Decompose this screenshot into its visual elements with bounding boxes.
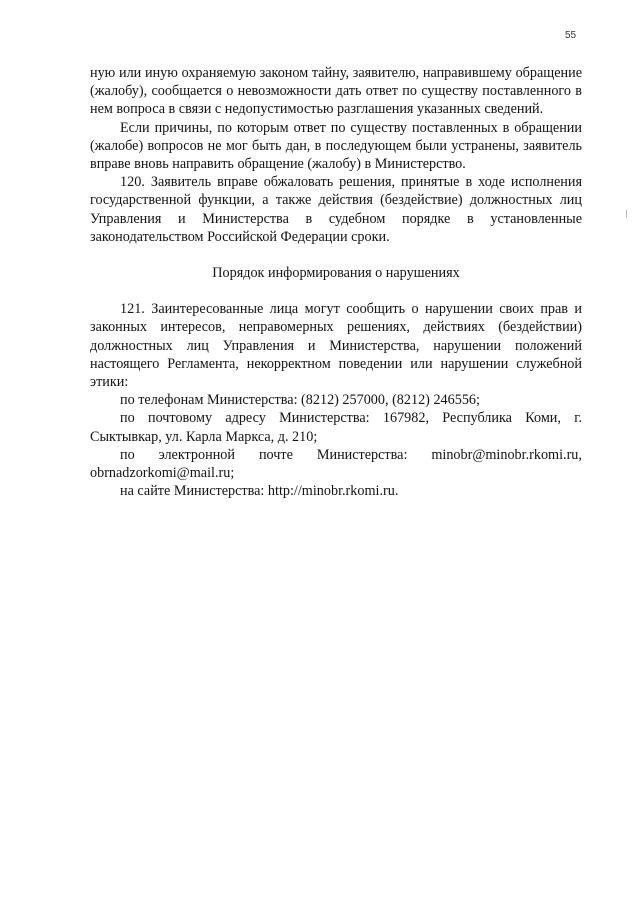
paragraph-reasons: Если причины, по которым ответ по существу поставленных в обращении (жалобе) вопросов не мог быть дан, в последующем были устранены, заявитель вправе вновь направить обращение (жалобу) в Министерство.	[90, 119, 582, 173]
email-word: почте	[258, 446, 293, 463]
page-number: 55	[565, 30, 577, 41]
document-body	[90, 64, 582, 500]
contact-phones: по телефонам Министерства: (8212) 257000, (8212) 246556;	[120, 392, 480, 409]
paragraph-continued: ную или иную охраняемую законом тайну, заявителю, направившему обращение (жалобу), сообщается о невозможности дать ответ по существу поставленного в нем вопроса в связи с недопустимостью разглашения указанных сведений.	[90, 65, 582, 118]
section-heading: Порядок информирования о нарушениях	[212, 265, 460, 282]
paragraph-120: 120. Заявитель вправе обжаловать решения, принятые в ходе исполнения государственной функции, а также действия (бездействие) должностных лиц Управления и Министерства в судебном порядке в установленные законодательством Российской Федерации сроки.	[90, 174, 582, 245]
scan-mark	[626, 210, 627, 218]
contact-postal: по почтовому адресу Министерства: 167982, Республика Коми, г. Сыктывкар, ул. Карла Маркса, д. 210;	[90, 410, 582, 445]
email-word: Министерства:	[316, 446, 408, 463]
contact-email-line	[90, 446, 582, 464]
email-address-primary: minobr@minobr.rkomi.ru,	[431, 446, 582, 463]
email-address-secondary: obrnadzorkomi@mail.ru;	[90, 465, 235, 482]
email-word: электронной	[158, 446, 235, 463]
email-word: по	[120, 446, 135, 463]
contact-website: на сайте Министерства: http://minobr.rkomi.ru.	[120, 483, 399, 500]
paragraph-121: 121. Заинтересованные лица могут сообщить о нарушении своих прав и законных интересов, неправомерных решениях, действиях (бездействии) должностных лиц Управления и Министерства, нарушении положений настоящего Регламента, некорректном поведении или нарушении служебной этики:	[90, 301, 582, 391]
